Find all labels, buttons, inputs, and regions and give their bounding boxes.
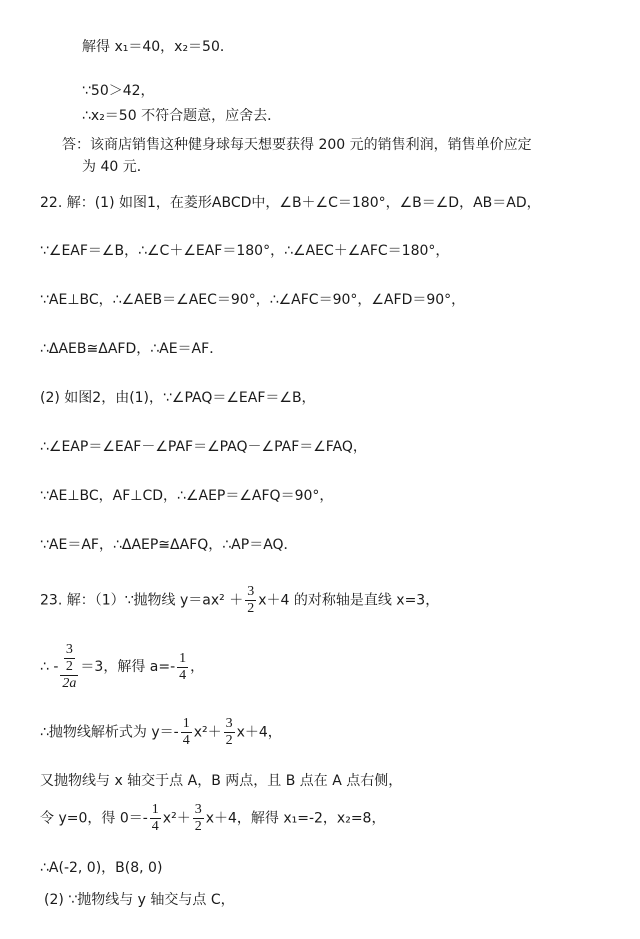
- fraction-one-quarter-2: [181, 716, 192, 749]
- fraction-three-halves-2: [224, 716, 235, 749]
- fraction-denominator: 4: [182, 733, 190, 748]
- fraction-three-halves: [245, 584, 256, 617]
- fraction-numerator: 3: [194, 802, 202, 817]
- fraction-one-quarter-3: [150, 802, 161, 835]
- q23-line-1-text-b: x＋4 的对称轴是直线 x=3，: [258, 592, 440, 609]
- fraction-numerator: 3: [225, 716, 233, 731]
- q22-line-5: (2) 如图2，由(1)，∵∠PAQ＝∠EAF＝∠B，: [40, 390, 316, 406]
- nested-fraction: [60, 642, 78, 692]
- q23-line-1: [40, 584, 439, 617]
- fraction-denominator: 4: [179, 667, 187, 683]
- fraction-denominator: 2: [225, 733, 233, 748]
- nested-numerator: [60, 642, 78, 676]
- fraction-numerator: 1: [151, 802, 159, 817]
- fraction-denominator: 2: [247, 601, 255, 616]
- q23-line-6: ∴A(-2, 0)，B(8, 0): [40, 860, 163, 876]
- q23-line-5-text-b: x²＋: [162, 810, 191, 827]
- inner-fraction: [64, 642, 75, 675]
- q22-line-2: ∵∠EAF＝∠B，∴∠C＋∠EAF＝180°，∴∠AEC＋∠AFC＝180°，: [40, 243, 450, 259]
- fraction-numerator: 3: [247, 584, 255, 599]
- q23-line-1-text-a: 23. 解：（1）∵抛物线 y＝ax² ＋: [40, 592, 244, 609]
- fraction-three-halves-3: [193, 802, 204, 835]
- q23-line-2-text-b: ＝3，解得 a=-: [80, 659, 176, 675]
- q23-line-3-text-a: ∴抛物线解析式为 y＝-: [40, 724, 179, 741]
- q23-line-5: [40, 802, 385, 835]
- q23-line-2-text-a: ∴ -: [40, 659, 59, 675]
- fraction-denominator: 2: [194, 819, 202, 834]
- q22-line-7: ∵AE⊥BC，AF⊥CD，∴∠AEP＝∠AFQ＝90°，: [40, 488, 334, 504]
- inner-denominator: 2: [65, 659, 73, 674]
- nested-denominator: 2a: [62, 676, 77, 691]
- q23-line-5-text-c: x＋4，解得 x₁=-2，x₂=8，: [205, 810, 386, 827]
- fraction-denominator: 4: [151, 819, 159, 834]
- q23-line-3: [40, 716, 282, 749]
- q22-line-6: ∴∠EAP＝∠EAF－∠PAF＝∠PAQ－∠PAF＝∠FAQ，: [40, 439, 367, 455]
- q22-line-8: ∵AE＝AF，∴ΔAEP≅ΔAFQ，∴AP＝AQ．: [40, 537, 298, 553]
- q23-line-2-text-c: ，: [190, 659, 205, 675]
- fraction-numerator: 1: [179, 650, 187, 666]
- q22-line-4: ∴ΔAEB≅ΔAFD，∴AE＝AF．: [40, 341, 224, 357]
- q23-line-2: [40, 642, 204, 692]
- inner-numerator: 3: [65, 642, 73, 657]
- solution-line-reject: ∴x₂＝50 不符合题意，应舍去．: [82, 108, 282, 124]
- fraction-one-quarter: [177, 651, 188, 684]
- q23-line-4: 又抛物线与 x 轴交于点 A，B 两点，且 B 点在 A 点右侧，: [40, 773, 403, 789]
- q23-line-3-text-b: x²＋: [193, 724, 222, 741]
- q22-line-1: 22. 解：(1) 如图1，在菱形ABCD中，∠B＋∠C＝180°，∠B＝∠D，AB＝AD，: [40, 195, 541, 211]
- answer-line-1: 答：该商店销售这种健身球每天想要获得 200 元的销售利润，销售单价应定: [62, 137, 532, 153]
- solution-line-x-values: 解得 x₁＝40，x₂＝50．: [82, 39, 234, 55]
- q23-line-3-text-c: x＋4，: [236, 724, 282, 741]
- q22-line-3: ∵AE⊥BC，∴∠AEB＝∠AEC＝90°，∴∠AFC＝90°，∠AFD＝90°，: [40, 292, 466, 308]
- fraction-numerator: 1: [182, 716, 190, 731]
- solution-line-compare: ∵50＞42，: [82, 83, 155, 99]
- q23-line-7: (2) ∵抛物线与 y 轴交与点 C，: [44, 892, 235, 908]
- q23-line-5-text-a: 令 y=0，得 0＝-: [40, 810, 148, 827]
- answer-line-2: 为 40 元．: [82, 159, 151, 175]
